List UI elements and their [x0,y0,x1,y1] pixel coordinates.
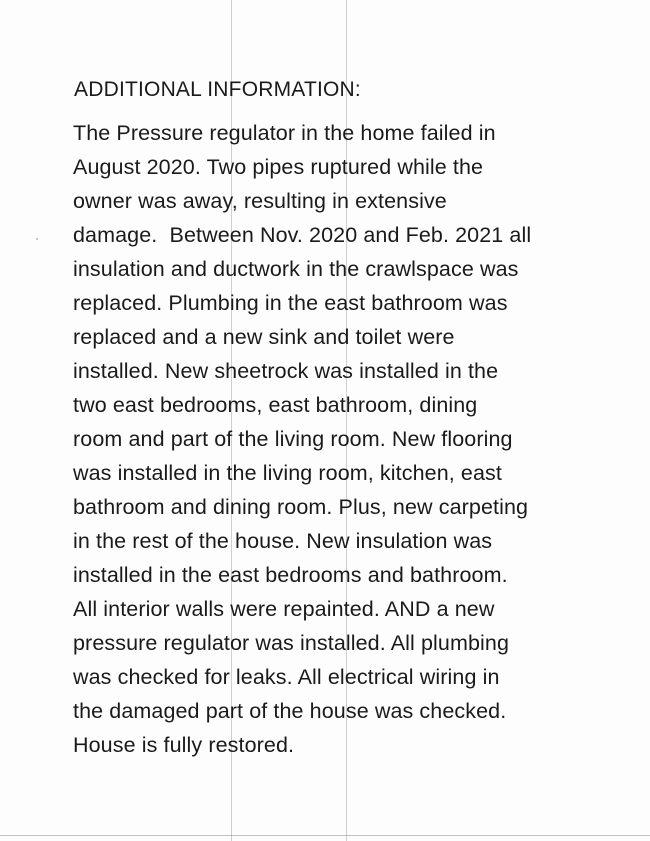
body-line: replaced and a new sink and toilet were [73,325,455,349]
body-line: All interior walls were repainted. AND a new [73,597,495,621]
body-line: in the rest of the house. New insulation was [73,529,493,553]
body-line: replaced. Plumbing in the east bathroom was [73,291,508,315]
body-line: was checked for leaks. All electrical wiring in [73,665,500,689]
body-line: bathroom and dining room. Plus, new carpeting [73,495,529,519]
bottom-edge-line [0,835,650,836]
body-line: installed in the east bedrooms and bathroom. [73,563,508,587]
body-line: was installed in the living room, kitchen, east [73,461,502,485]
body-line: two east bedrooms, east bathroom, dining [73,393,478,417]
body-line: pressure regulator was installed. All plumbing [73,631,510,655]
body-line: room and part of the living room. New flooring [73,427,513,451]
body-line: House is fully restored. [73,733,295,757]
body-line: owner was away, resulting in extensive [73,189,447,213]
body-line: insulation and ductwork in the crawlspace was [73,257,519,281]
document-heading: ADDITIONAL INFORMATION: [74,78,361,101]
body-line: installed. New sheetrock was installed in the [73,359,499,383]
body-line: damage. Between Nov. 2020 and Feb. 2021 all [73,223,532,247]
document-body [73,116,531,762]
body-line: The Pressure regulator in the home failed in [73,121,496,145]
scan-speck [36,238,38,240]
body-line: the damaged part of the house was checked. [73,699,507,723]
body-line: August 2020. Two pipes ruptured while the [73,155,484,179]
